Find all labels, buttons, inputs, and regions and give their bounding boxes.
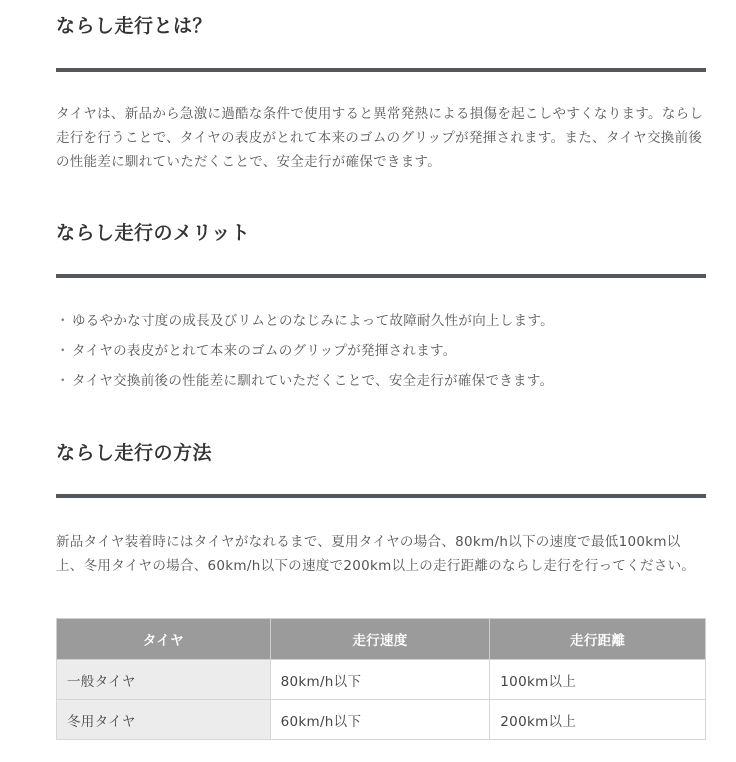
- list-item: [56, 306, 554, 336]
- list-item-text: ゆるやかな寸度の成長及びリムとのなじみによって故障耐久性が向上します。: [72, 313, 554, 329]
- table-header-row: [57, 619, 706, 660]
- table-row: [57, 700, 706, 740]
- section-paragraph-method: 新品タイヤ装着時にはタイヤがなれるまで、夏用タイヤの場合、80km/h以下の速度で最低100km以上、冬用タイヤの場合、60km/h以下の速度で200km以上の走行距離のならし走行を行ってください。: [56, 534, 696, 574]
- list-item-text: タイヤの表皮がとれて本来のゴムのグリップが発揮されます。: [72, 343, 457, 359]
- table-cell-tire: 一般タイヤ: [57, 660, 271, 700]
- table-row: [57, 660, 706, 700]
- section-divider: [56, 274, 706, 278]
- section-divider: [56, 494, 706, 498]
- table-header-distance: 走行距離: [490, 619, 706, 660]
- section-title-method: ならし走行の方法: [56, 442, 213, 464]
- section-paragraph-what-is-break-in: タイヤは、新品から急激に過酷な条件で使用すると異常発熱による損傷を起こしやすくなります。ならし走行を行うことで、タイヤの表皮がとれて本来のゴムのグリップが発揮されます。また、タイヤ交換前後の性能差に馴れていただくことで、安全走行が確保できます。: [56, 106, 704, 170]
- list-item-text: タイヤ交換前後の性能差に馴れていただくことで、安全走行が確保できます。: [72, 373, 554, 389]
- bullet-marker: ・: [56, 373, 70, 389]
- table-header-tire: タイヤ: [57, 619, 271, 660]
- list-item: [56, 336, 554, 366]
- section-title-merits: ならし走行のメリット: [56, 222, 251, 244]
- table-cell-distance: 100km以上: [490, 660, 706, 700]
- bullet-marker: ・: [56, 343, 70, 359]
- table-cell-tire: 冬用タイヤ: [57, 700, 271, 740]
- bullet-marker: ・: [56, 313, 70, 329]
- table-cell-speed: 80km/h以下: [270, 660, 490, 700]
- section-divider: [56, 68, 706, 72]
- list-item: [56, 366, 554, 396]
- merits-list: [56, 306, 554, 396]
- table-cell-speed: 60km/h以下: [270, 700, 490, 740]
- table-header-speed: 走行速度: [270, 619, 490, 660]
- table-cell-distance: 200km以上: [490, 700, 706, 740]
- section-title-what-is-break-in: ならし走行とは？: [56, 15, 213, 37]
- break-in-table: [56, 618, 706, 740]
